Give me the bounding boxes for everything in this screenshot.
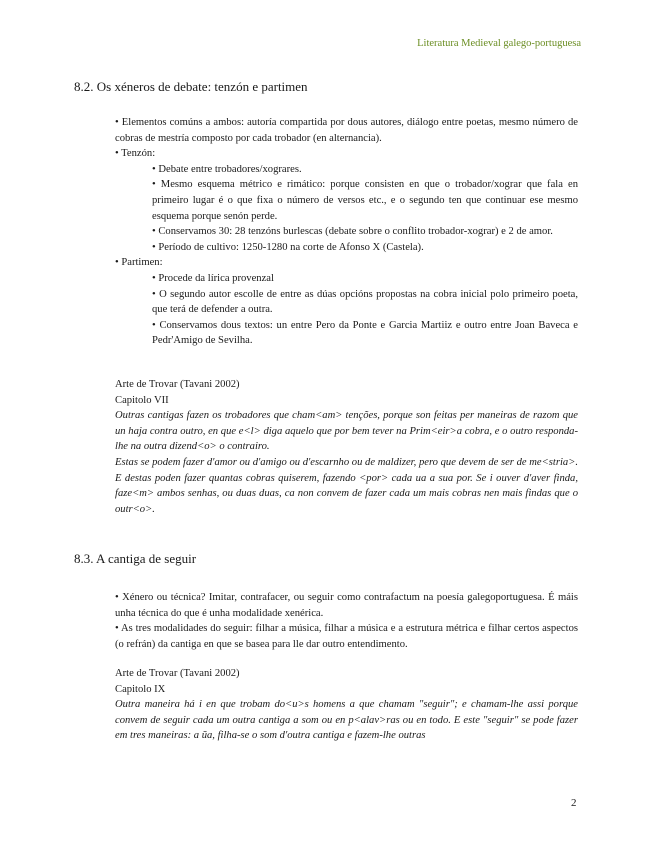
list-item: • Mesmo esquema métrico e rimático: porque consisten en que o trobador/xograr que fala en primeiro lugar é o que fixa o número de versos etc., e o segundo ten que continuar ese mesmo esquema porque senón perde. <box>152 179 578 222</box>
reference-quote: Estas se podem fazer d'amor ou d'amigo ou d'escarnho ou de maldizer, pero que devem de ser de me<stria>. E destas poden fazer quantas cobras quiserem, fazendo <por> cada ua a sua por. Se i ouver d'aver finda, faze<m> ambos senhas, ou duas duas, ca non convem de fazer cada um mais cobras nen mais findas que o outr<o>. <box>115 456 578 515</box>
reference-source: Arte de Trovar (Tavani 2002) <box>115 379 240 390</box>
list-item: • O segundo autor escolle de entre as dúas opcións propostas na cobra inicial polo primeiro poeta, que terá de defender a outra. <box>152 288 578 316</box>
running-header: Literatura Medieval galego-portuguesa <box>417 38 581 49</box>
reference-block-seguir <box>115 666 578 744</box>
reference-chapter: Capitolo IX <box>115 683 166 695</box>
list-item: • Procede da lírica provenzal <box>152 272 274 284</box>
list-item: • Período de cultivo: 1250-1280 na corte de Afonso X (Castela). <box>152 241 424 253</box>
list-item: • Debate entre trobadores/xograres. <box>152 163 302 175</box>
debate-bullet-list <box>115 115 578 349</box>
page-number: 2 <box>571 797 577 809</box>
section-title-seguir: 8.3. A cantiga de seguir <box>74 551 197 566</box>
seguir-bullet-list <box>115 590 578 652</box>
list-item: • Partimen: <box>115 257 163 269</box>
reference-block-tenzon <box>115 377 578 517</box>
reference-quote: Outras cantigas fazen os trobadores que cham<am> tenções, porque son feitas per maneiras de razom que un haja contra outro, en que e<l> diga aquelo que por bem tever na Prim<eir>a cobra, e o outro responda-lhe na outra dizend<o> o contrairo. <box>115 410 578 453</box>
list-item: • Elementos comúns a ambos: autoría compartida por dous autores, diálogo entre poetas, mesmo número de cobras de mestría composto por cada trobador (en alternancia). <box>115 117 578 144</box>
list-item: • As tres modalidades do seguir: filhar a música, filhar a música e a estrutura métrica e filhar certos aspectos (o refrán) da cantiga en que se basea para lle dar outro entendimento. <box>115 623 578 650</box>
reference-quote: Outra maneira há i en que trobam do<u>s homens a que chamam "seguir"; e chamam-lhe assi porque convem de seguir cada um outra cantiga a som ou en p<alav>ras ou en todo. E este "seguir" se pode fazer em tres maneiras: a ũa, filha-se o som d'outra cantiga e fazem-lhe outras <box>115 699 578 742</box>
reference-source: Arte de Trovar (Tavani 2002) <box>115 668 240 679</box>
list-item: • Xénero ou técnica? Imitar, contrafacer, ou seguir como contrafactum na poesía galegoportuguesa. É máis unha técnica do que é unha modalidade xenérica. <box>115 592 578 619</box>
reference-chapter: Capitolo VII <box>115 394 169 406</box>
list-item: • Tenzón: <box>115 148 156 160</box>
list-item: • Conservamos 30: 28 tenzóns burlescas (debate sobre o conflito trobador-xograr) e 2 de amor. <box>152 226 553 238</box>
section-title-debate: 8.2. Os xéneros de debate: tenzón e partimen <box>74 79 308 94</box>
list-item: • Conservamos dous textos: un entre Pero da Ponte e Garcia Martiiz e outro entre Joan Baveca e Pedr'Amigo de Sevilha. <box>152 319 578 347</box>
